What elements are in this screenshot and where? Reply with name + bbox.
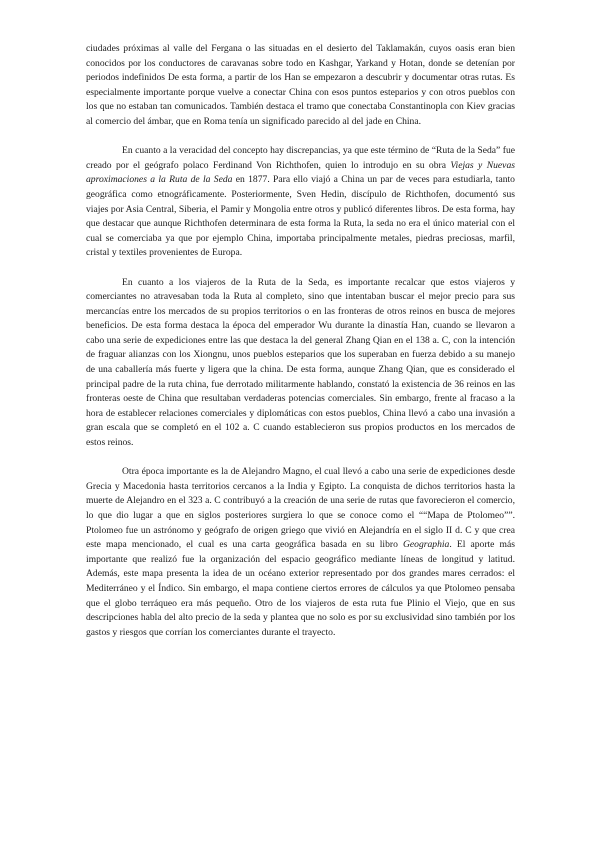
paragraph-gap: [86, 261, 515, 276]
book-title-viejas-y-nuevas: Viejas y Nuevas aproximaciones a la Ruta de la Seda: [86, 159, 515, 186]
paragraph-1: [86, 42, 515, 130]
book-title-geographia: Geographia: [402, 539, 450, 551]
paragraph-4-text-b: . El aporte más importante que realizó fue la organización del espacio geográfico mediante líneas de longitud y latitud. Además, este mapa presenta la idea de un océano exterior representado por dos grandes mares cerrados: el Mediterráneo y el Índico. Sin embargo, el mapa contiene ciertos errores de cálculos ya que Ptolomeo pensaba que el globo terráqueo era más pequeño. Otro de los viajeros de esta ruta fue Plinio el Viejo, que en sus descripciones habla del alto precio de la seda y plantea que no solo es por su exclusividad sino también por los gastos y riesgos que corrían los comerciantes durante el trayecto.: [86, 539, 515, 638]
paragraph-2: [86, 144, 515, 261]
paragraph-4: [86, 465, 515, 640]
paragraph-4-text-a: Otra época importante es la de Alejandro Magno, el cual llevó a cabo una serie de expediciones desde Grecia y Macedonia hasta territorios cercanos a la India y Egipto. La conquista de dichos territorios hasta la muerte de Alejandro en el 323 a. C contribuyó a la creación de una serie de rutas que favorecieron el comercio, lo que dio lugar a que en siglos posteriores surgiera lo que se conoce como el ““Mapa de Ptolomeo””. Ptolomeo fue un astrónomo y geógrafo de origen griego que vivió en Alejandría en el siglo II d. C y que crea este mapa mencionado, el cual es una carta geográfica basada en su libro: [86, 466, 515, 551]
paragraph-gap: [86, 130, 515, 145]
paragraph-2-text-b: en 1877. Para ello viajó a China un par de veces para estudiarla, tanto geográfica como etnográficamente. Posteriormente, Sven Hedin, discípulo de Richthofen, documentó sus viajes por Asia Central, Siberia, el Pamir y Mongolia entre otros y publicó diferentes libros. De esta forma, hay que destacar que aunque Richthofen determinara de esta forma la Ruta, la seda no era el único material con el cual se comerciaba ya que por ejemplo China, importaba principalmente metales, piedras preciosas, marfil, cristal y textiles provenientes de Europa.: [86, 174, 515, 259]
paragraph-gap: [86, 451, 515, 466]
paragraph-1-text: ciudades próximas al valle del Fergana o las situadas en el desierto del Taklamakán, cuyos oasis eran bien conocidos por los conductores de caravanas sobre todo en Kashgar, Yarkand y Hotan, donde se detenían por periodos indefinidos De esta forma, a partir de los Han se empezaron a descubrir y documentar otras rutas. Es especialmente importante porque vuelve a conectar China con esos puntos esteparios y con otros pueblos con los que no estaban tan comunicados. También destaca el tramo que conectaba Constantinopla con Kiev gracias al comercio del ámbar, que en Roma tenía un significado parecido al del jade en China.: [86, 43, 515, 127]
paragraph-3-text: En cuanto a los viajeros de la Ruta de la Seda, es importante recalcar que estos viajeros y comerciantes no atravesaban toda la Ruta al completo, sino que intentaban buscar el mejor precio para sus mercancías entre los mercados de su propios territorios o en las fronteras de otros reinos en busca de mejores beneficios. De esta forma destaca la época del emperador Wu durante la dinastía Han, cuando se llevaron a cabo una serie de expediciones entre las que destaca la del general Zhang Qian en el 138 a. C, con la intención de fraguar alianzas con los Xiongnu, unos pueblos esteparios que los superaban en fuerza debido a su manejo de una caballería más fuerte y ligera que la china. De esta forma, aunque Zhang Qian, que es considerado el principal padre de la ruta china, fue derrotado militarmente hablando, constató la existencia de 36 reinos en las fronteras oeste de China que resultaban verdaderas potencias comerciales. Sin embargo, frente al fracaso a la hora de establecer relaciones comerciales y diplomáticas con estos pueblos, China llevó a cabo una invasión a gran escala que se completó en el 102 a. C cuando establecieron sus propios productos en los mercados de estos reinos.: [86, 276, 515, 449]
document-body: [86, 42, 515, 640]
paragraph-3: [86, 276, 515, 451]
paragraph-2-text-a: En cuanto a la veracidad del concepto hay discrepancias, ya que este término de “Ruta de la Seda” fue creado por el geógrafo polaco Ferdinand Von Richthofen, quien lo introdujo en su obra: [86, 145, 515, 171]
